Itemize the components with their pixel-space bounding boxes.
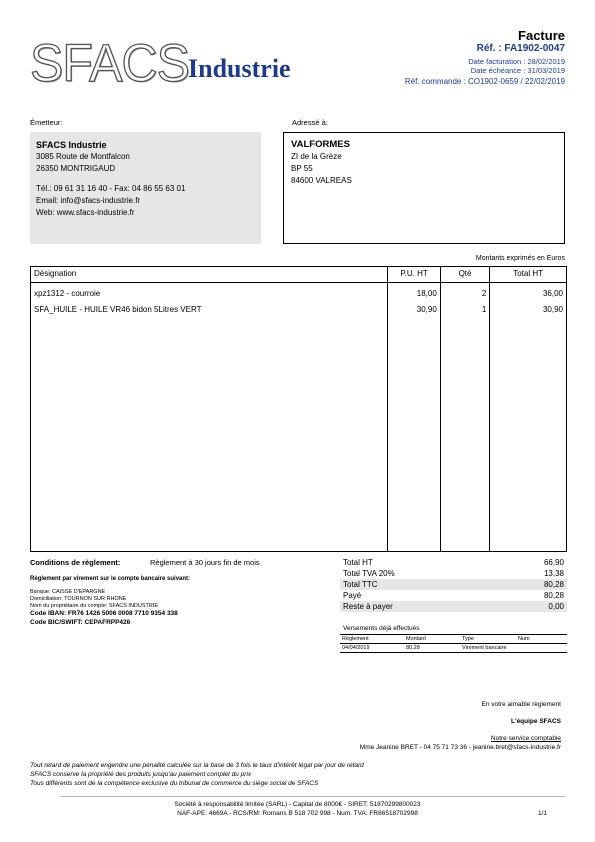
cell-qte: 1 (440, 301, 489, 552)
emetteur-address2: 26350 MONTRIGAUD (36, 164, 116, 173)
closing-greeting: En votre aimable règlement (481, 701, 561, 708)
page-number: 1/1 (537, 810, 547, 817)
cell-total: 30,90 (490, 301, 567, 552)
items-table (30, 266, 567, 552)
total-label: Payé (343, 591, 362, 600)
domiciliation: Domiciliation: TOURNON SUR RHONE (30, 596, 127, 602)
total-label: Total TVA 20% (343, 569, 395, 578)
table-row (31, 283, 567, 301)
invoice-ref: Réf. : FA1902-0047 (476, 43, 565, 54)
date-echeance: Date échéance : 31/03/2019 (470, 66, 565, 75)
total-label: Total TTC (343, 580, 378, 589)
legal-line3: Tous différents sont de la compétence exclusive du tribunal de commerce du siège social de SFACS (30, 780, 319, 787)
total-value: 0,00 (548, 602, 564, 611)
total-value: 80,28 (543, 591, 564, 600)
footer-line1: Société à responsabilité limitée (SARL) - Capital de 8000€ - SIRET: 51870299800023 (174, 801, 421, 808)
destinataire-box (283, 132, 565, 244)
legal-line2: SFACS conserve la propriété des produits jusqu'au paiement complet du prix (30, 771, 252, 778)
total-value: 80,28 (543, 580, 564, 589)
vers-header: Type (460, 635, 516, 644)
emetteur-web: Web: www.sfacs-industrie.fr (36, 208, 135, 217)
vers-header: Règlement (340, 635, 404, 644)
proprietaire: Nom du propriétaire du compte: SFACS INDUSTRIE (30, 603, 159, 609)
vers-header: Num (516, 635, 567, 644)
cell-designation: xpz1312 - courroie (31, 283, 388, 301)
virement-title: Règlement par virement sur le compte bancaire suivant: (30, 576, 191, 582)
ref-commande: Réf. commande : CO1902-0659 / 22/02/2019 (404, 77, 565, 86)
currency-note: Montants exprimés en Euros (475, 255, 565, 262)
cell-qte: 2 (440, 283, 489, 301)
col-header-total: Total HT (490, 267, 567, 283)
cell-designation: SFA_HUILE - HUILE VR46 bidon 5Litres VERT (31, 301, 388, 552)
reste-row (340, 601, 567, 612)
iban: Code IBAN: FR76 1426 5006 0008 7710 9354 338 (30, 610, 178, 617)
versements-table (340, 634, 567, 653)
vers-cell: Virement bancaire (460, 644, 516, 653)
emetteur-box (30, 132, 261, 244)
total-label: Reste à payer (343, 602, 393, 611)
table-row (31, 301, 567, 552)
cell-total: 36,00 (490, 283, 567, 301)
destinataire-label: Adressé à: (292, 118, 328, 127)
destinataire-name: VALFORMES (291, 139, 350, 150)
total-tva-row (340, 568, 567, 579)
emetteur-name: SFACS Industrie (36, 140, 107, 150)
total-label: Total HT (343, 558, 373, 567)
date-facturation: Date facturation : 28/02/2019 (468, 57, 565, 66)
footer-line2: NAF-APE: 4669A - RCS/RM: Romans B 518 702 998 - Num. TVA: FR86518702998 (177, 810, 418, 817)
document-type: Facture (518, 28, 565, 43)
total-ttc-row (340, 579, 567, 590)
bic: Code BIC/SWIFT: CEPAFRPP426 (30, 619, 131, 626)
total-ht-row (340, 557, 567, 568)
conditions-value: Règlement à 30 jours fin de mois (150, 558, 260, 567)
cell-pu: 30,90 (388, 301, 440, 552)
versements-title: Versements déjà effectués (343, 625, 420, 632)
legal-line1: Tout retard de paiement engendre une pénalité calculée sur la base de 3 fois le taux d'intérêt légal par jour de retard (30, 762, 364, 769)
conditions-label: Conditions de règlement: (30, 558, 121, 567)
paye-row (340, 590, 567, 601)
totals-block (340, 557, 567, 612)
footer-divider (60, 796, 565, 797)
vers-cell (516, 644, 567, 653)
closing-team: L'équipe SFACS (511, 718, 561, 725)
logo-sfacs-text: SFACS (30, 33, 189, 93)
destinataire-address3: 84600 VALREAS (291, 176, 352, 185)
col-header-qte: Qté (440, 267, 489, 283)
emetteur-address1: 3085 Route de Montfalcon (36, 152, 130, 161)
table-header-row (31, 267, 567, 283)
emetteur-email: Email: info@sfacs-industrie.fr (36, 196, 141, 205)
destinataire-address2: BP 55 (291, 164, 313, 173)
emetteur-tel: Tél.: 09 61 31 16 40 - Fax: 04 86 55 63 01 (36, 184, 186, 193)
cell-pu: 18,00 (388, 283, 440, 301)
versements-header-row (340, 635, 567, 644)
banque: Banque: CAISSE D'EPARGNE (30, 589, 106, 595)
vers-header: Montant (404, 635, 460, 644)
closing-service: Notre service comptable (490, 735, 561, 742)
emetteur-label: Émetteur: (30, 118, 63, 127)
destinataire-address1: ZI de la Grèze (291, 152, 342, 161)
col-header-designation: Désignation (31, 267, 388, 283)
vers-cell: 04/04/2019 (340, 644, 404, 653)
total-value: 13,38 (543, 569, 564, 578)
versements-row (340, 644, 567, 653)
col-header-pu: P.U. HT (388, 267, 440, 283)
closing-contact: Mme Jeanine BRET - 04 75 71 73 36 - jeanine.bret@sfacs-industrie.fr (359, 744, 561, 751)
vers-cell: 80,28 (404, 644, 460, 653)
company-logo (30, 32, 315, 92)
logo-industrie-text: Industrie (188, 54, 291, 83)
total-value: 66,90 (543, 558, 564, 567)
